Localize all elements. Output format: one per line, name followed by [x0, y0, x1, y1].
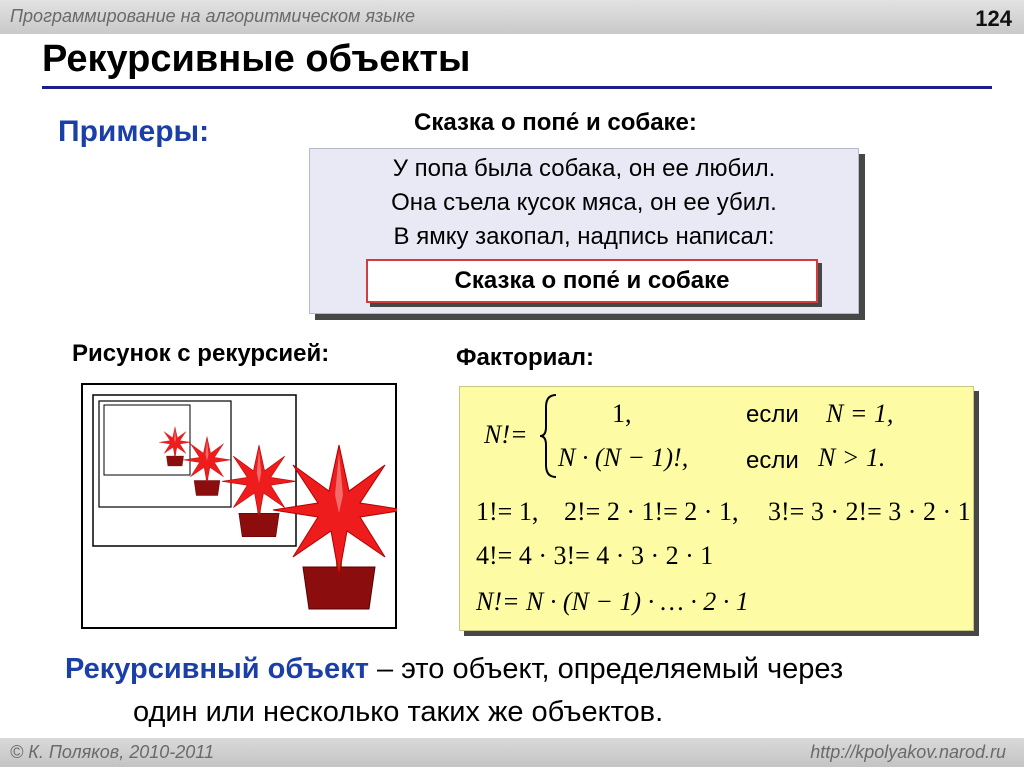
example-1: 1!= 1, [476, 497, 539, 526]
case2-cond: N > 1. [818, 443, 886, 472]
tale-box [309, 148, 859, 314]
definition-line-1 [65, 648, 843, 690]
drawing-caption: Рисунок с рекурсией: [72, 340, 330, 367]
example-2: 2!= 2 · 1!= 2 · 1, [564, 497, 739, 526]
slide-title: Рекурсивные объекты [42, 38, 471, 80]
footer-author: © К. Поляков, 2010-2011 [10, 742, 214, 762]
recursive-drawing [81, 383, 397, 629]
tale-line-3: В ямку закопал, надпись написал: [393, 223, 775, 250]
definition-line-2: один или несколько таких же объектов. [133, 696, 664, 728]
case2-cond-word: если [746, 447, 799, 474]
case2-value: N · (N − 1)!, [558, 443, 689, 472]
tale-caption: Сказка о попе́ и собаке: [414, 109, 697, 136]
factorial-caption: Факториал: [456, 344, 594, 371]
brace-icon [538, 393, 560, 479]
example-general: N!= N · (N − 1) · … · 2 · 1 [476, 587, 749, 616]
example-4: 4!= 4 · 3!= 4 · 3 · 2 · 1 [476, 541, 714, 570]
example-3: 3!= 3 · 2!= 3 · 2 · 1 [768, 497, 971, 526]
footer-site-link[interactable]: http://kpolyakov.narod.ru [810, 742, 1006, 762]
factorial-box [459, 386, 974, 631]
footer-bar [0, 738, 1024, 767]
factorial-lhs: N!= [484, 420, 528, 449]
header-bar [0, 0, 1024, 34]
tale-line-1: У попа была собака, он ее любил. [392, 155, 776, 182]
definition-term: Рекурсивный объект [65, 653, 369, 685]
tale-nested-box: Сказка о попе́ и собаке [366, 259, 818, 303]
case1-cond-word: если [746, 401, 799, 428]
page-number: 124 [975, 6, 1012, 31]
definition-text: – это объект, определяемый через [368, 653, 844, 685]
title-underline [42, 86, 992, 89]
case1-cond: N = 1, [826, 399, 894, 428]
tale-line-2: Она съела кусок мяса, он ее убил. [391, 189, 777, 216]
course-title: Программирование на алгоритмическом языке [10, 6, 416, 26]
examples-label: Примеры: [58, 115, 210, 148]
case1-value: 1, [612, 399, 632, 428]
